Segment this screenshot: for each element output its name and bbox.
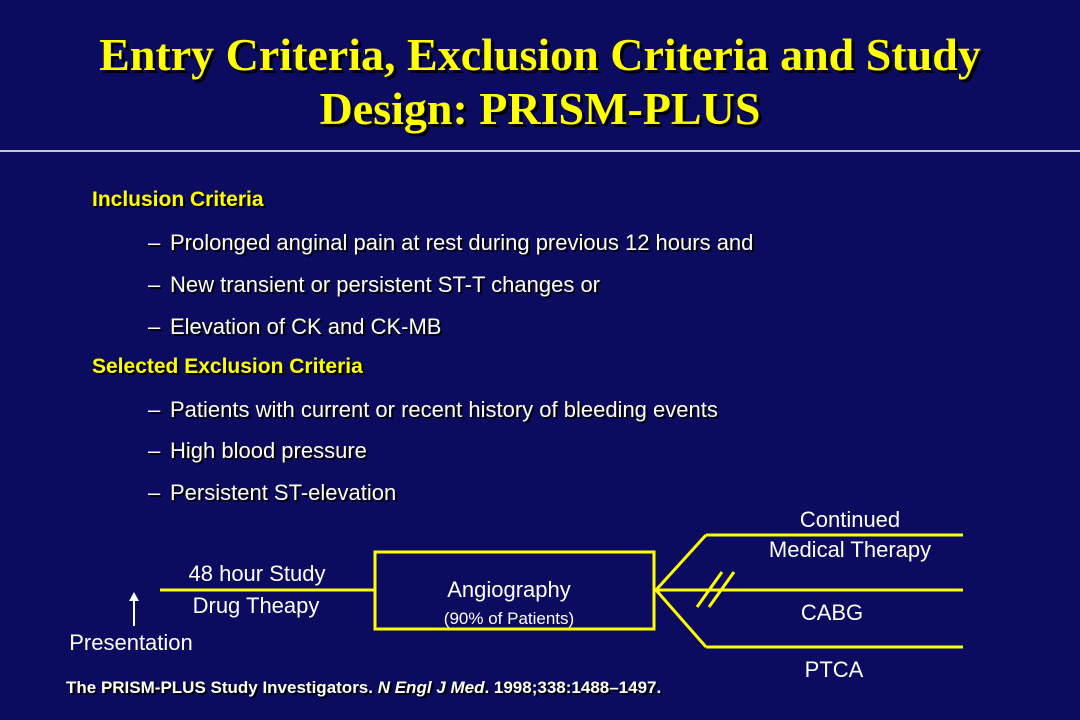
title-line-1: Entry Criteria, Exclusion Criteria and Study [99, 29, 981, 80]
outcome-medical-label-1: Continued [799, 507, 901, 532]
outcome-ptca-label: PTCA [804, 657, 864, 682]
branch-medical-diagonal [656, 535, 706, 590]
angiography-note: (90% of Patients) [443, 609, 575, 628]
exclusion-item-text: High blood pressure [170, 438, 367, 463]
citation-prefix: The PRISM-PLUS Study Investigators. [66, 678, 378, 697]
angiography-label: Angiography [447, 577, 571, 602]
outcome-cabg-label: CABG [800, 600, 864, 625]
presentation-label: Presentation [69, 630, 193, 655]
branch-ptca-diagonal [656, 590, 706, 647]
bullet-dash: – [148, 230, 161, 255]
bullet-dash: – [148, 397, 161, 422]
exclusion-item-text: Persistent ST-elevation [170, 480, 397, 505]
exclusion-item-text: Patients with current or recent history of bleeding events [170, 397, 718, 422]
bullet-dash: – [148, 480, 161, 505]
title-line-2: Design: PRISM-PLUS [319, 83, 761, 134]
drug-therapy-label-1: 48 hour Study [188, 561, 326, 586]
citation [66, 678, 661, 698]
inclusion-item-text: Prolonged anginal pain at rest during previous 12 hours and [170, 230, 754, 255]
inclusion-item-text: Elevation of CK and CK-MB [170, 314, 442, 339]
drug-therapy-label-2: Drug Theapy [192, 593, 320, 618]
inclusion-heading: Inclusion Criteria [92, 188, 264, 211]
citation-journal: N Engl J Med [377, 678, 485, 697]
citation-suffix: . 1998;338:1488–1497. [484, 678, 662, 697]
outcome-medical-label-2: Medical Therapy [768, 537, 932, 562]
bullet-dash: – [148, 314, 161, 339]
presentation-arrow [129, 592, 139, 626]
exclusion-heading: Selected Exclusion Criteria [92, 355, 363, 378]
inclusion-item-text: New transient or persistent ST-T changes or [170, 272, 601, 297]
bullet-dash: – [148, 438, 161, 463]
bullet-dash: – [148, 272, 161, 297]
